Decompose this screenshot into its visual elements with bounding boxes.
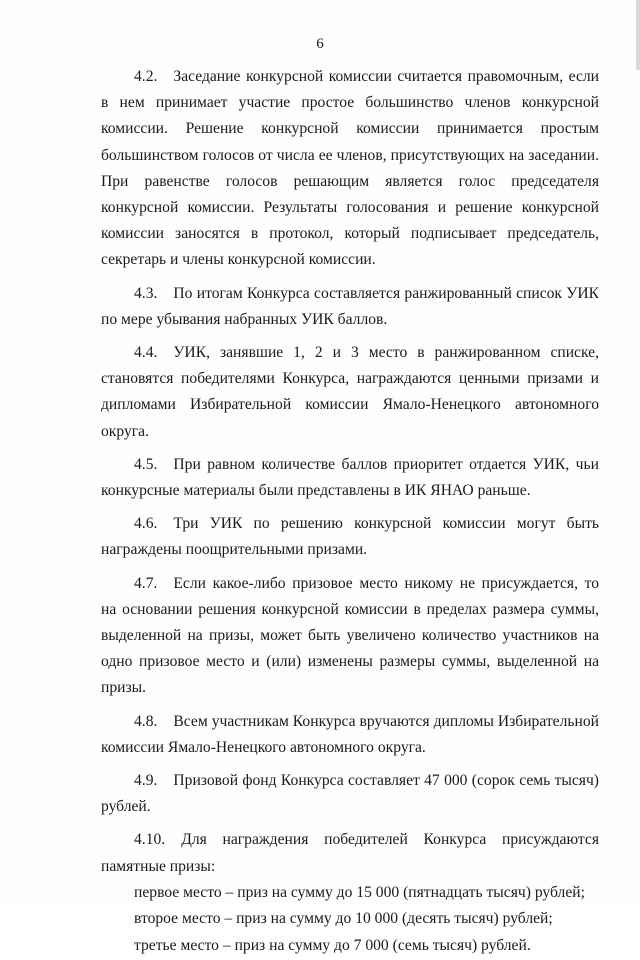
paragraph-text: Всем участникам Конкурса вручаются дипломы Избирательной комиссии Ямало-Ненецкого автономного округа.	[101, 712, 599, 756]
paragraph-number: 4.2.	[134, 68, 158, 85]
prize-second-place: второе место – приз на сумму до 10 000 (десять тысяч) рублей;	[134, 910, 553, 928]
paragraph-4-7	[101, 571, 599, 702]
prize-first-place: первое место – приз на сумму до 15 000 (пятнадцать тысяч) рублей;	[134, 883, 585, 901]
paragraph-number: 4.7.	[134, 574, 158, 592]
paragraph-text: УИК, занявшие 1, 2 и 3 место в ранжированном списке, становятся победителями Конкурса, награждаются ценными призами и дипломами Избирательной комиссии Ямало-Ненецкого автономного округа.	[101, 344, 599, 440]
paragraph-number: 4.9.	[134, 772, 158, 790]
prize-list	[101, 880, 599, 960]
paragraph-text: Заседание конкурсной комиссии считается правомочным, если в нем принимает участие простое большинство членов конкурсной комиссии. Решение конкурсной комиссии принимается простым большинством голосов от числа ее членов, присутствующих на заседании. При равенстве голосов решающим является голос председателя конкурсной комиссии. Результаты голосования и решение конкурсной комиссии заносятся в протокол, который подписывает председатель, секретарь и члены конкурсной комиссии.	[101, 68, 599, 269]
paragraph-4-8	[101, 709, 599, 761]
page-number: 6	[316, 36, 324, 52]
paragraph-4-6	[101, 511, 599, 563]
paragraph-number: 4.8.	[134, 712, 158, 730]
paragraph-4-3	[101, 281, 599, 333]
paragraph-number: 4.5.	[134, 455, 158, 473]
paragraph-text: Три УИК по решению конкурсной комиссии могут быть награждены поощрительными призами.	[101, 515, 599, 559]
document-body	[101, 64, 599, 960]
paragraph-4-4	[101, 340, 599, 445]
paragraph-text: По итогам Конкурса составляется ранжированный список УИК по мере убывания набранных УИК баллов.	[101, 284, 599, 328]
paragraph-text: При равном количестве баллов приоритет отдается УИК, чьи конкурсные материалы были представлены в ИК ЯНАО раньше.	[101, 455, 599, 500]
paragraph-number: 4.6.	[134, 515, 158, 533]
paragraph-number: 4.10.	[134, 831, 166, 849]
paragraph-number: 4.4.	[134, 344, 158, 362]
paragraph-4-10	[101, 827, 599, 879]
paragraph-4-2	[101, 64, 599, 274]
paragraph-text: Если какое-либо призовое место никому не присуждается, то на основании решения конкурсной комиссии в пределах размера суммы, выделенной на призы, может быть увеличено количество участников на одно призовое место и (или) изменены размеры суммы, выделенной на призы.	[101, 574, 599, 697]
paragraph-text: Призовой фонд Конкурса составляет 47 000 (сорок семь тысяч) рублей.	[101, 772, 599, 816]
paragraph-4-9	[101, 768, 599, 820]
paragraph-text: Для награждения победителей Конкурса присуждаются памятные призы:	[101, 831, 599, 875]
paragraph-number: 4.3.	[134, 284, 158, 302]
page-edge-shadow	[636, 0, 640, 70]
paragraph-4-5	[101, 452, 599, 504]
prize-third-place: третье место – приз на сумму до 7 000 (семь тысяч) рублей.	[134, 937, 531, 955]
